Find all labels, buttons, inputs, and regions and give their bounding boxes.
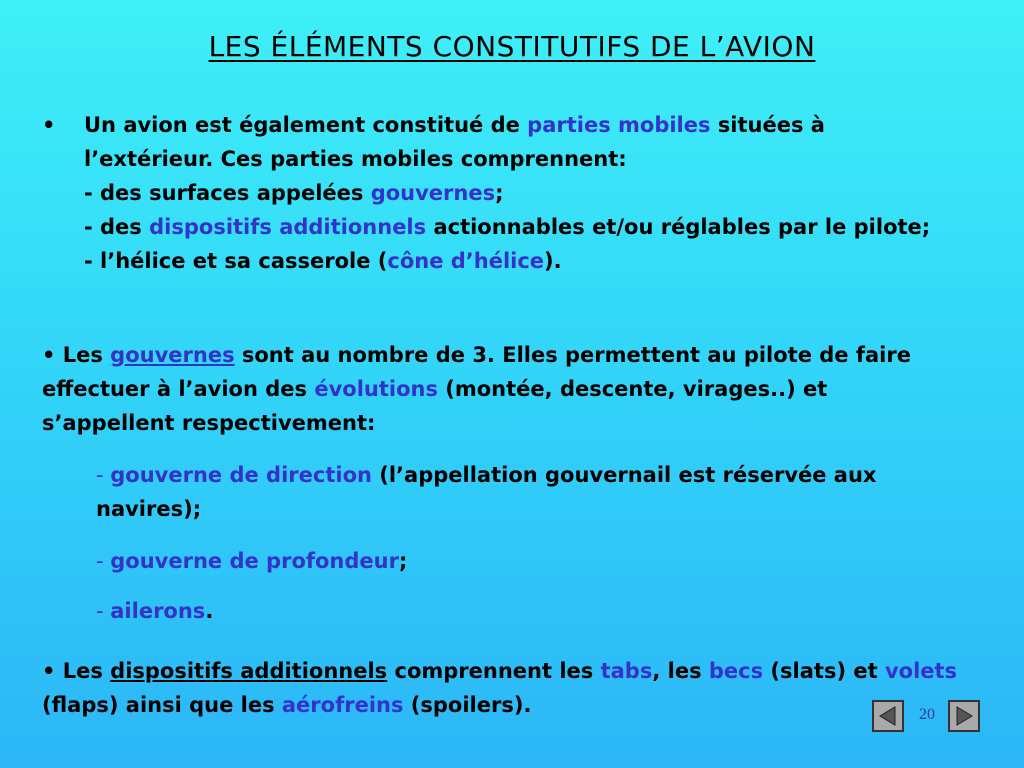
line-intro: Un avion est également constitué de parties mobiles situées à l’extérieur. Ces parties mobiles comprennent: [84,113,825,171]
slide-title: LES ÉLÉMENTS CONSTITUTIFS DE L’AVION [208,30,816,63]
previous-slide-button[interactable] [872,700,904,732]
paragraph-gouvernes: • Les gouvernes sont au nombre de 3. Elles permettent au pilote de faire effectuer à l’avion des évolutions (montée, descente, virages..) et s’appellent respectivement: [42,343,911,435]
bullet-marker: • [42,113,56,137]
paragraph-parties-mobiles [84,108,944,278]
list-item-ailerons: - ailerons. [96,599,214,623]
list-item-direction: - gouverne de direction (l’appellation gouvernail est réservée aux navires); [96,463,877,521]
term-parties-mobiles: parties mobiles [527,113,711,137]
term-gouvernes: gouvernes [370,181,496,205]
term-ailerons: ailerons [110,599,206,623]
term-dispositifs-additionnels: dispositifs additionnels [149,215,427,239]
term-gouverne-direction: gouverne de direction [110,463,372,487]
list-item-profondeur: - gouverne de profondeur; [96,549,408,573]
term-tabs: tabs [600,659,653,683]
line-gouvernes: - des surfaces appelées gouvernes; [84,181,504,205]
term-gouvernes-underlined: gouvernes [110,343,235,367]
term-becs: becs [708,659,764,683]
term-gouverne-profondeur: gouverne de profondeur [110,549,399,573]
term-volets: volets [884,659,958,683]
term-dispositifs-underlined: dispositifs additionnels [110,659,388,683]
page-number: 20 [919,706,935,723]
term-evolutions: évolutions [314,377,438,401]
triangle-right-icon [953,705,975,727]
triangle-left-icon [877,705,899,727]
next-slide-button[interactable] [948,700,980,732]
term-cone-helice: cône d’hélice [387,249,545,273]
line-helice: - l’hélice et sa casserole (cône d’hélice). [84,249,562,273]
line-dispositifs: - des dispositifs additionnels actionnables et/ou réglables par le pilote; [84,215,931,239]
term-aerofreins: aérofreins [281,693,404,717]
paragraph-dispositifs: • Les dispositifs additionnels comprennent les tabs, les becs (slats) et volets (flaps) ainsi que les aérofreins (spoilers). [42,659,958,717]
